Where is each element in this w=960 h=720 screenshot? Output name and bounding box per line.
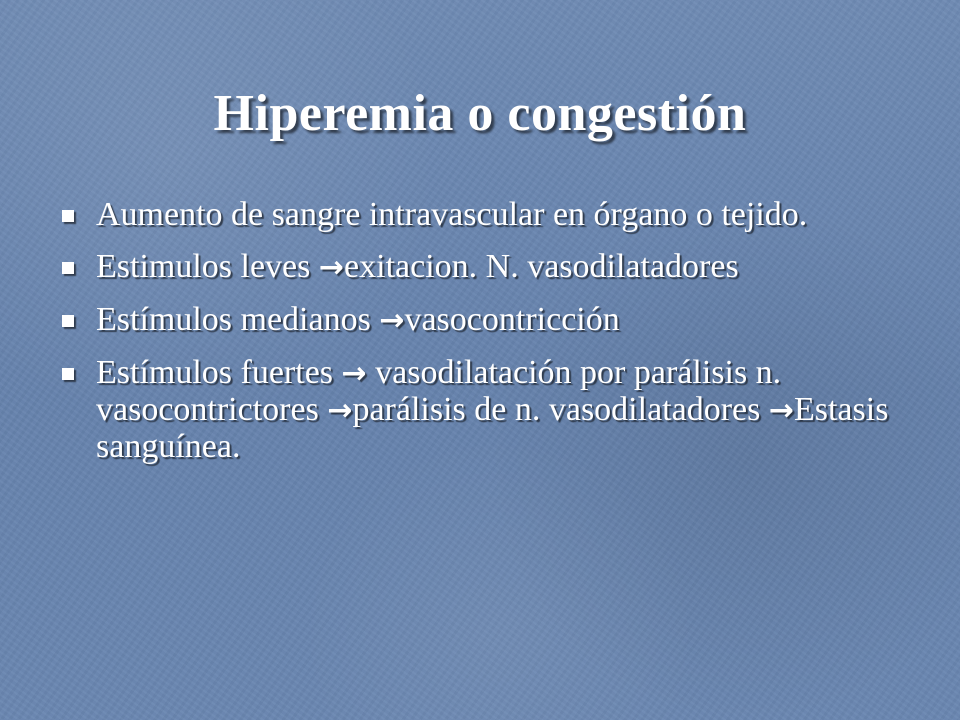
square-bullet-icon bbox=[62, 262, 74, 274]
square-bullet-icon bbox=[62, 368, 74, 380]
bullet-item bbox=[62, 355, 902, 465]
right-arrow-icon: → bbox=[341, 356, 367, 391]
bullet-text: Aumento de sangre intravascular en órgano o tejido. bbox=[96, 196, 808, 233]
right-arrow-icon: → bbox=[327, 393, 353, 428]
bullet-text: exitacion. N. vasodilatadores bbox=[344, 248, 739, 285]
bullet-text: parálisis de n. vasodilatadores bbox=[352, 391, 769, 428]
right-arrow-icon: → bbox=[768, 393, 794, 428]
bullet-list bbox=[62, 197, 902, 481]
bullet-item bbox=[62, 249, 902, 286]
square-bullet-icon bbox=[62, 210, 74, 222]
slide-title: Hiperemia o congestión bbox=[213, 85, 747, 142]
bullet-item bbox=[62, 302, 902, 339]
right-arrow-icon: → bbox=[379, 303, 405, 338]
bullet-item bbox=[62, 197, 902, 233]
bullet-text: Estimulos leves bbox=[96, 248, 319, 285]
square-bullet-icon bbox=[62, 315, 74, 327]
bullet-text: Estímulos medianos bbox=[96, 301, 380, 338]
bullet-text: Estímulos fuertes bbox=[96, 354, 342, 391]
bullet-text: vasocontricción bbox=[404, 301, 620, 338]
bullet-text: vasodilatación por parálisis n. vasocontrictores bbox=[96, 354, 782, 428]
right-arrow-icon: → bbox=[318, 250, 345, 285]
bullet-text: Estasis sanguínea. bbox=[96, 391, 889, 465]
